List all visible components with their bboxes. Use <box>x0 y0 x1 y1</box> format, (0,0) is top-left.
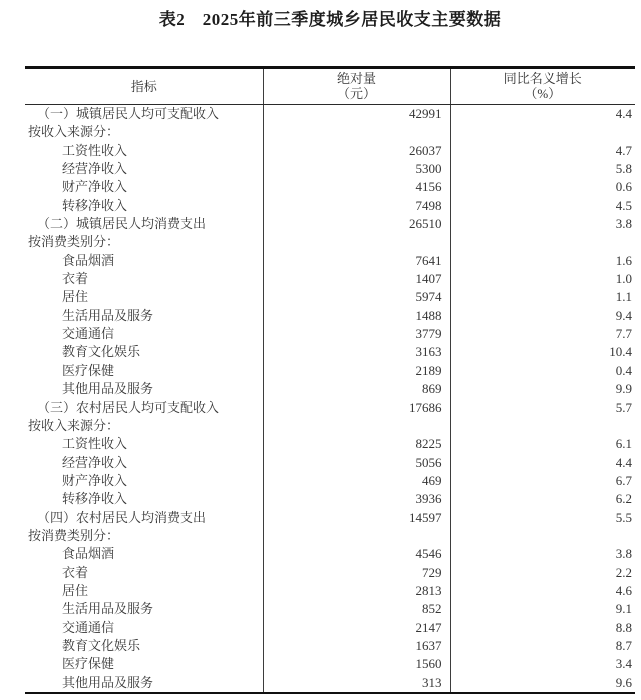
table-row <box>25 454 635 472</box>
row-absolute: 5974 <box>263 288 450 306</box>
row-label: （一）城镇居民人均可支配收入 <box>37 106 220 121</box>
row-label: （三）农村居民人均可支配收入 <box>37 399 220 415</box>
row-label: 工资性收入 <box>62 142 128 158</box>
row-label: 食品烟酒 <box>62 252 115 268</box>
row-absolute: 1488 <box>263 307 450 325</box>
row-growth: 4.6 <box>450 582 635 600</box>
row-absolute: 7498 <box>263 197 450 215</box>
table-row <box>25 307 635 325</box>
row-growth <box>450 233 635 251</box>
row-absolute: 5056 <box>263 454 450 472</box>
table-title: 表2 2025年前三季度城乡居民收支主要数据 <box>158 10 502 29</box>
row-absolute <box>263 527 450 545</box>
row-growth: 9.9 <box>450 380 635 398</box>
row-label: 按消费类别分： <box>28 527 120 543</box>
row-label: 其他用品及服务 <box>62 381 154 397</box>
row-absolute: 17686 <box>263 399 450 417</box>
row-growth: 1.1 <box>450 288 635 306</box>
row-growth <box>450 417 635 435</box>
row-label: 工资性收入 <box>62 436 128 452</box>
row-growth: 1.6 <box>450 252 635 270</box>
table-row <box>25 288 635 306</box>
row-absolute: 8225 <box>263 435 450 453</box>
table-row <box>25 160 635 178</box>
table-row <box>25 582 635 600</box>
table-row <box>25 564 635 582</box>
header-growth-line1: 同比名义增长 <box>503 71 582 86</box>
row-label: 财产净收入 <box>62 472 128 488</box>
row-label: 衣着 <box>62 271 89 287</box>
row-label: 按消费类别分： <box>28 234 120 250</box>
row-label: 教育文化娱乐 <box>62 637 141 653</box>
table-row <box>25 105 635 124</box>
row-growth: 5.8 <box>450 160 635 178</box>
table-row <box>25 325 635 343</box>
row-growth: 9.1 <box>450 600 635 618</box>
table-row <box>25 637 635 655</box>
row-label: 按收入来源分： <box>28 417 120 433</box>
row-label: 医疗保健 <box>62 656 115 672</box>
row-absolute: 7641 <box>263 252 450 270</box>
table-row <box>25 674 635 693</box>
row-label: 生活用品及服务 <box>62 307 154 323</box>
row-label: 医疗保健 <box>62 362 115 378</box>
header-growth <box>450 68 635 105</box>
row-absolute: 729 <box>263 564 450 582</box>
table-row <box>25 417 635 435</box>
row-absolute <box>263 233 450 251</box>
table-row <box>25 619 635 637</box>
row-label: 居住 <box>62 289 89 305</box>
row-growth: 5.7 <box>450 399 635 417</box>
row-absolute: 1637 <box>263 637 450 655</box>
row-growth <box>450 123 635 141</box>
table-row <box>25 215 635 233</box>
row-growth: 9.6 <box>450 674 635 693</box>
table-row <box>25 490 635 508</box>
table-row <box>25 472 635 490</box>
table-row <box>25 233 635 251</box>
row-growth: 6.7 <box>450 472 635 490</box>
row-absolute: 26510 <box>263 215 450 233</box>
header-growth-line2: （%） <box>524 86 562 101</box>
row-absolute: 3936 <box>263 490 450 508</box>
table-row <box>25 362 635 380</box>
row-absolute: 4156 <box>263 178 450 196</box>
row-label: 转移净收入 <box>62 197 128 213</box>
row-absolute: 4546 <box>263 545 450 563</box>
row-growth: 0.4 <box>450 362 635 380</box>
row-absolute: 5300 <box>263 160 450 178</box>
row-growth: 6.1 <box>450 435 635 453</box>
row-absolute: 469 <box>263 472 450 490</box>
header-indicator-label: 指标 <box>130 78 157 94</box>
table-row <box>25 527 635 545</box>
row-growth: 2.2 <box>450 564 635 582</box>
row-absolute: 14597 <box>263 509 450 527</box>
row-label: 居住 <box>62 582 89 598</box>
table-row <box>25 509 635 527</box>
table-row <box>25 197 635 215</box>
row-absolute: 2189 <box>263 362 450 380</box>
row-growth: 8.7 <box>450 637 635 655</box>
header-indicator <box>25 68 263 105</box>
row-growth: 3.4 <box>450 655 635 673</box>
row-label: 经营净收入 <box>62 161 128 177</box>
table-row <box>25 270 635 288</box>
row-label: 按收入来源分： <box>28 124 120 140</box>
row-growth: 7.7 <box>450 325 635 343</box>
row-growth: 8.8 <box>450 619 635 637</box>
row-label: 教育文化娱乐 <box>62 344 141 360</box>
row-absolute: 42991 <box>263 105 450 124</box>
row-label: 生活用品及服务 <box>62 601 154 617</box>
header-absolute-line2: （元） <box>336 86 376 101</box>
row-label: 经营净收入 <box>62 454 128 470</box>
row-label: 其他用品及服务 <box>62 674 154 690</box>
row-absolute: 1560 <box>263 655 450 673</box>
row-absolute: 3163 <box>263 343 450 361</box>
row-label: （四）农村居民人均消费支出 <box>37 509 207 525</box>
table-row <box>25 142 635 160</box>
table-row <box>25 435 635 453</box>
table-body <box>25 105 635 694</box>
table-row <box>25 545 635 563</box>
row-growth: 3.8 <box>450 215 635 233</box>
row-absolute: 3779 <box>263 325 450 343</box>
header-absolute-line1: 绝对量 <box>336 71 376 86</box>
row-growth: 4.4 <box>450 454 635 472</box>
row-growth: 5.5 <box>450 509 635 527</box>
row-growth: 4.5 <box>450 197 635 215</box>
table-row <box>25 343 635 361</box>
row-label: 衣着 <box>62 564 89 580</box>
row-growth: 6.2 <box>450 490 635 508</box>
row-absolute: 852 <box>263 600 450 618</box>
table-row <box>25 600 635 618</box>
row-growth: 4.7 <box>450 142 635 160</box>
row-label: 转移净收入 <box>62 491 128 507</box>
row-label: （二）城镇居民人均消费支出 <box>37 216 207 232</box>
row-absolute: 2147 <box>263 619 450 637</box>
row-absolute: 26037 <box>263 142 450 160</box>
table-row <box>25 655 635 673</box>
data-table <box>25 66 635 694</box>
row-label: 食品烟酒 <box>62 546 115 562</box>
row-absolute: 2813 <box>263 582 450 600</box>
row-absolute <box>263 123 450 141</box>
row-growth <box>450 527 635 545</box>
row-growth: 1.0 <box>450 270 635 288</box>
row-label: 交通通信 <box>62 619 115 635</box>
row-growth: 4.4 <box>450 105 635 124</box>
row-absolute: 869 <box>263 380 450 398</box>
row-absolute <box>263 417 450 435</box>
table-row <box>25 399 635 417</box>
row-label: 交通通信 <box>62 326 115 342</box>
row-growth: 10.4 <box>450 343 635 361</box>
row-absolute: 1407 <box>263 270 450 288</box>
row-growth: 0.6 <box>450 178 635 196</box>
row-label: 财产净收入 <box>62 179 128 195</box>
row-growth: 3.8 <box>450 545 635 563</box>
table-row <box>25 178 635 196</box>
table-row <box>25 380 635 398</box>
header-absolute <box>263 68 450 105</box>
row-absolute: 313 <box>263 674 450 693</box>
table-row <box>25 252 635 270</box>
table-header-row <box>25 68 635 105</box>
row-growth: 9.4 <box>450 307 635 325</box>
table-row <box>25 123 635 141</box>
